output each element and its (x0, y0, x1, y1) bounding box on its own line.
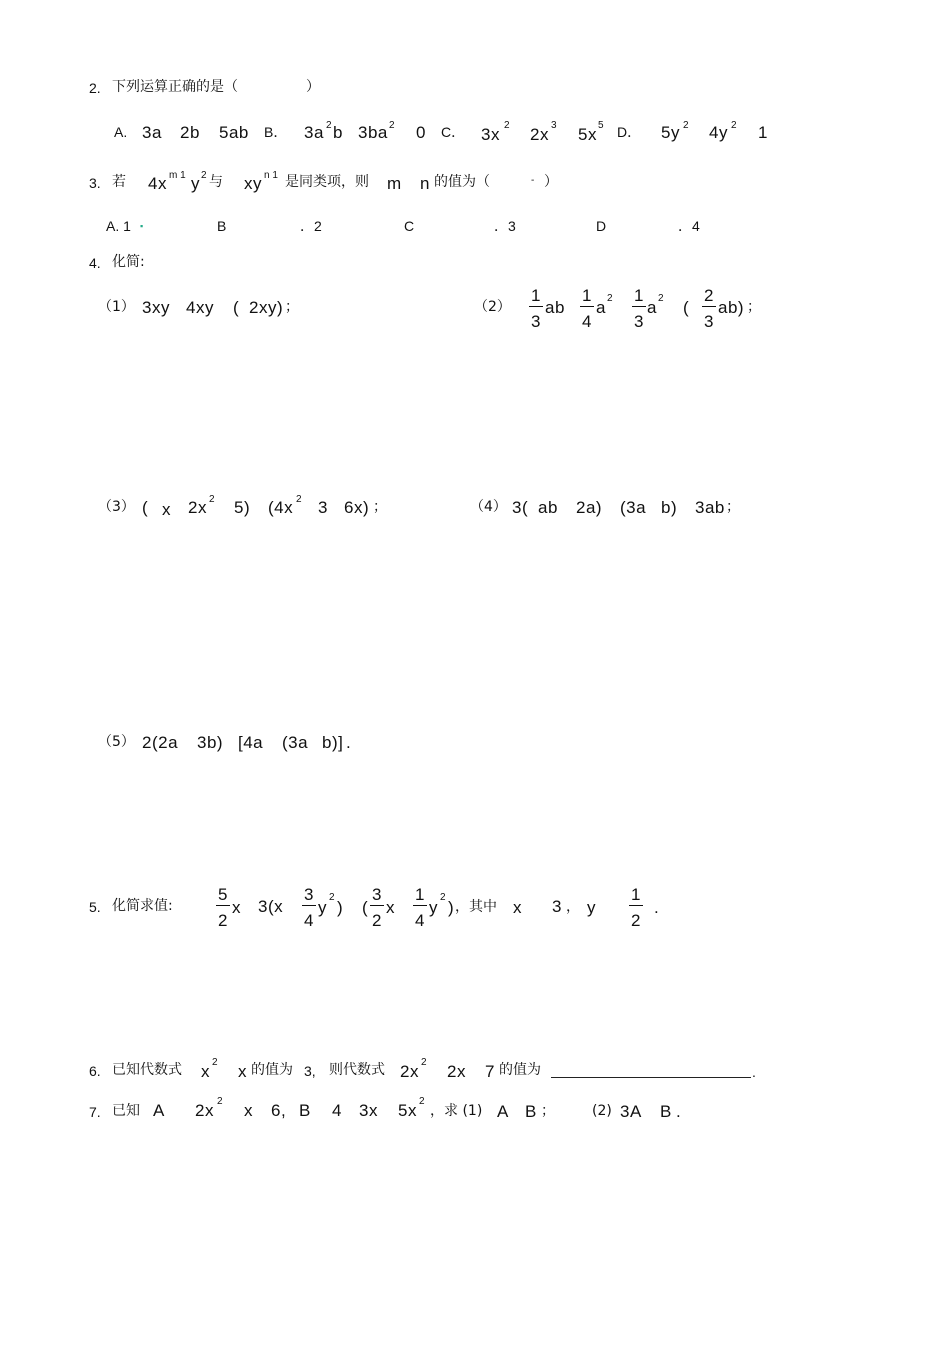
q2-option-c-label: C． (441, 124, 466, 140)
q2-b-term: 0 (416, 123, 426, 142)
fraction-bar (529, 306, 543, 307)
q7-expr: 4 (332, 1101, 342, 1120)
q3-blank-mark: - (531, 175, 535, 186)
q4-p2-frac-den: 3 (634, 312, 644, 331)
fraction-bar (702, 306, 716, 307)
q4-p4-term: 3( (512, 498, 529, 517)
q2-d-term: 5y (661, 123, 680, 142)
q7-period: . (676, 1102, 682, 1121)
q5-term: 3(x (258, 897, 284, 916)
q3-sup1: m 1 (169, 170, 186, 181)
q4-p3-term: x (162, 500, 171, 519)
q4-p2-term: ( (683, 298, 690, 317)
q5-frac-den: 4 (304, 911, 314, 930)
q4-p3-term: 6x) (344, 498, 370, 517)
q7-expr: 2x (195, 1101, 214, 1120)
q4-part2-label: （2） (474, 299, 511, 315)
q2-b-term: 3a (304, 123, 324, 142)
q2-a-term: 3a (142, 123, 162, 142)
q7-expr: 3x (359, 1101, 378, 1120)
q5-frac-num: 1 (631, 885, 641, 904)
q6-expr: 7 (485, 1062, 495, 1081)
q4-p1-term: 4xy (186, 298, 214, 317)
q4-p2-frac-den: 3 (704, 312, 714, 331)
q2-d-sup: 2 (731, 120, 737, 131)
q5-term: 3 (552, 897, 562, 916)
q3-number: 3. (89, 175, 101, 191)
q5-sup: 2 (440, 892, 446, 903)
q3-term1b: y (191, 174, 200, 193)
q3-option-b-value: ．2 (300, 218, 322, 234)
q4-p4-term: ab (538, 498, 558, 517)
q4-p2-semicolon: ； (747, 299, 761, 315)
q5-frac-num: 5 (218, 885, 228, 904)
q4-p1-term: 2xy) (249, 298, 284, 317)
q2-d-sup: 2 (683, 120, 689, 131)
q5-sup: 2 (329, 892, 335, 903)
q2-c-term: 5x (578, 125, 597, 144)
q4-p3-term: 5) (234, 498, 251, 517)
q4-p2-sup: 2 (658, 293, 664, 304)
fraction-bar (370, 905, 384, 906)
q3-stem-end: 的值为（ (434, 174, 490, 190)
fraction-bar (580, 306, 594, 307)
q7-result: B (660, 1102, 672, 1121)
q7-number: 7. (89, 1104, 101, 1120)
q6-value: 3, (304, 1063, 316, 1079)
q3-stem-mid: 是同类项，则 (285, 174, 369, 190)
q3-n: n (420, 174, 430, 193)
q4-p2-term: ab) (718, 298, 745, 317)
q5-term: ( (362, 898, 369, 917)
q4-p3-term: 3 (318, 498, 328, 517)
q2-stem: 下列运算正确的是（ (112, 79, 238, 95)
q3-term2: xy (244, 174, 262, 193)
q3-ruo: 若 (112, 174, 126, 190)
q6-text: 则代数式 (329, 1062, 385, 1078)
q4-p4-term: 2a) (576, 498, 603, 517)
q7-sup: 2 (419, 1096, 425, 1107)
q5-frac-den: 2 (218, 911, 228, 930)
q2-c-term: 3x (481, 125, 500, 144)
q4-p3-sup: 2 (296, 494, 302, 505)
q4-p5-term: b)] (322, 733, 344, 752)
q4-p5-term: (3a (282, 733, 309, 752)
answer-blank[interactable] (551, 1077, 751, 1078)
q6-period: . (752, 1064, 756, 1080)
q3-option-a: A. 1 (106, 218, 131, 234)
fraction-bar (413, 905, 427, 906)
q4-p5-period: . (346, 733, 352, 752)
q4-p5-term: 3b) (197, 733, 224, 752)
q2-d-term: 4y (709, 123, 728, 142)
q5-term: x (513, 898, 522, 917)
q3-option-c-label: C (404, 218, 415, 234)
q2-c-term: 2x (530, 125, 549, 144)
q4-p2-term: a (596, 298, 606, 317)
q7-result: B (525, 1102, 537, 1121)
q6-text: 已知代数式 (112, 1062, 182, 1078)
q4-part5-label: （5） (98, 734, 135, 750)
q5-period: . (654, 898, 660, 917)
q4-p2-frac-num: 1 (582, 286, 592, 305)
q5-frac-num: 3 (304, 885, 314, 904)
q5-frac-den: 2 (631, 911, 641, 930)
q4-number: 4. (89, 255, 101, 271)
q4-p1-term: ( (233, 298, 240, 317)
q7-sup: 2 (217, 1096, 223, 1107)
q2-paren-close: ） (306, 79, 320, 95)
q5-term: x (232, 898, 241, 917)
q6-expr: x (238, 1062, 247, 1081)
q4-p3-term: 2x (188, 498, 207, 517)
q4-p2-frac-den: 3 (531, 312, 541, 331)
q4-p4-semicolon: ； (726, 499, 740, 515)
q2-b-term: b (333, 123, 343, 142)
q4-part1-label: （1） (98, 299, 135, 315)
q3-term1: 4x (148, 174, 167, 193)
q2-number: 2. (89, 80, 101, 96)
q5-frac-num: 1 (415, 885, 425, 904)
q6-sup: 2 (421, 1057, 427, 1068)
q4-p2-frac-num: 2 (704, 286, 714, 305)
q5-comma: ， (566, 899, 580, 915)
q6-expr: 2x (400, 1062, 419, 1081)
q2-b-term: 3ba (358, 123, 388, 142)
q7-result: 3A (620, 1102, 642, 1121)
q6-text: 的值为 (499, 1062, 541, 1078)
q4-p3-semicolon: ； (373, 499, 387, 515)
q5-term: y (587, 898, 596, 917)
fraction-bar (629, 905, 643, 906)
fraction-bar (216, 905, 230, 906)
q6-text: 的值为 (251, 1062, 293, 1078)
q4-p3-term: (4x (268, 498, 294, 517)
q4-p1-term: 3xy (142, 298, 170, 317)
q6-sup: 2 (212, 1057, 218, 1068)
green-mark-icon: ▪ (140, 221, 144, 231)
q4-p4-term: (3a (620, 498, 647, 517)
q3-option-b-label: B (217, 218, 227, 234)
q5-term: y (429, 898, 438, 917)
q4-p3-sup: 2 (209, 494, 215, 505)
q5-frac-den: 4 (415, 911, 425, 930)
q3-yu: 与 (209, 174, 223, 190)
q7-semicolon: ； (541, 1103, 555, 1119)
q7-text: (2) (592, 1103, 612, 1119)
q7-expr: x (244, 1101, 253, 1120)
q4-p1-semicolon: ； (285, 299, 299, 315)
q4-p5-term: 2(2a (142, 733, 179, 752)
q2-c-sup: 2 (504, 120, 510, 131)
q3-sup2: n 1 (264, 170, 278, 181)
q5-frac-num: 3 (372, 885, 382, 904)
q6-number: 6. (89, 1063, 101, 1079)
q3-sup1b: 2 (201, 170, 207, 181)
q2-c-sup: 3 (551, 120, 557, 131)
q4-p3-term: ( (142, 498, 149, 517)
q7-text: ，求 (1) (430, 1103, 483, 1119)
q4-p2-term: a (647, 298, 657, 317)
q2-a-term: 5ab (219, 123, 249, 142)
q4-p4-term: 3ab (695, 498, 725, 517)
q2-d-term: 1 (758, 123, 768, 142)
fraction-bar (302, 905, 316, 906)
q3-option-c-value: ．3 (494, 218, 516, 234)
q2-option-b-label: B． (264, 124, 288, 140)
q4-p2-frac-num: 1 (531, 286, 541, 305)
q7-var: B (299, 1101, 311, 1120)
q4-p2-term: ab (545, 298, 565, 317)
q2-a-term: 2b (180, 123, 200, 142)
fraction-bar (632, 306, 646, 307)
q5-term: ) (448, 898, 455, 917)
q6-expr: 2x (447, 1062, 466, 1081)
q3-paren-close: ） (544, 174, 558, 190)
q3-option-d-label: D (596, 218, 607, 234)
q3-option-d-value: ．4 (678, 218, 700, 234)
q5-term: ) (337, 898, 344, 917)
q4-title: 化简: (112, 254, 145, 270)
q2-option-d-label: D． (617, 124, 642, 140)
q4-p2-frac-num: 1 (634, 286, 644, 305)
q4-p2-sup: 2 (607, 293, 613, 304)
q5-where: ，其中 (455, 899, 497, 915)
q6-expr: x (201, 1062, 210, 1081)
q2-c-sup: 5 (598, 120, 604, 131)
q7-result: A (497, 1102, 509, 1121)
q5-number: 5. (89, 899, 101, 915)
q7-expr: 6, (271, 1101, 287, 1120)
q4-part4-label: （4） (470, 499, 507, 515)
q2-b-sup: 2 (326, 120, 332, 131)
q4-p2-frac-den: 4 (582, 312, 592, 331)
q5-frac-den: 2 (372, 911, 382, 930)
q4-p5-term: [4a (238, 733, 264, 752)
q2-b-sup: 2 (389, 120, 395, 131)
q5-title: 化简求值: (112, 898, 173, 914)
q5-term: y (318, 898, 327, 917)
q5-term: x (386, 898, 395, 917)
q4-part3-label: （3） (98, 499, 135, 515)
q7-var: A (153, 1101, 165, 1120)
q3-m: m (387, 174, 402, 193)
q7-expr: 5x (398, 1101, 417, 1120)
q7-text: 已知 (112, 1103, 140, 1119)
q4-p4-term: b) (661, 498, 678, 517)
q2-option-a-label: A. (114, 124, 128, 140)
